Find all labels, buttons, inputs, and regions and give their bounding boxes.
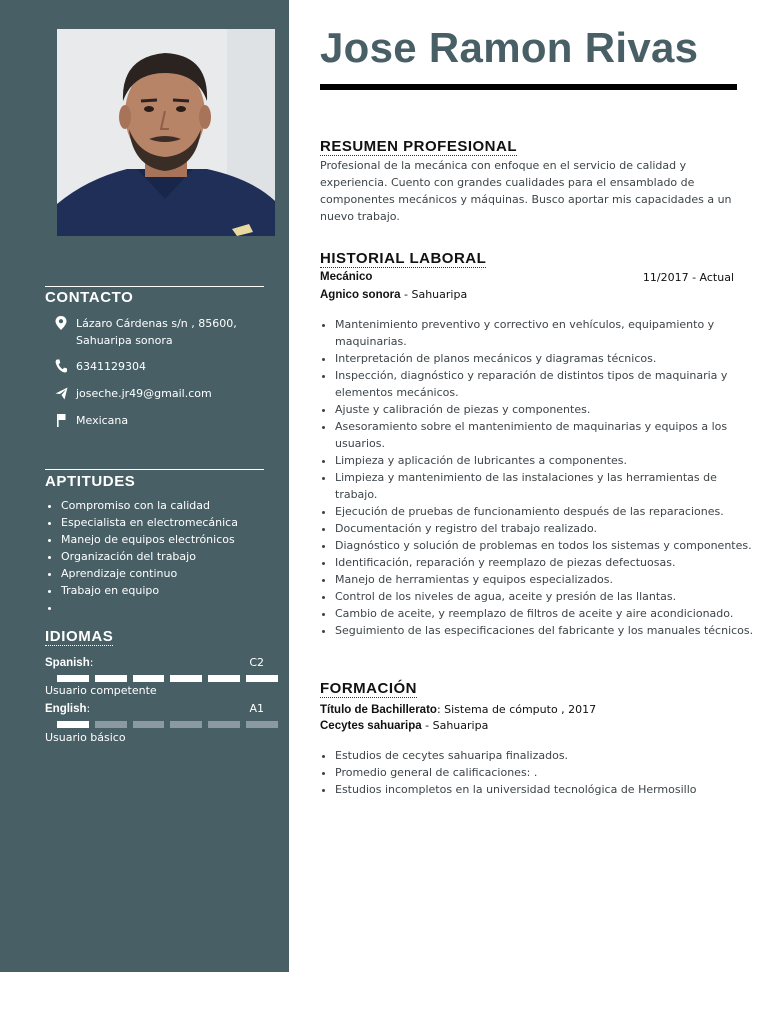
job-dates: 11/2017 - Actual [642, 271, 734, 284]
list-item: • Mantenimiento preventivo y correctivo en vehículos, equipamiento y maquinarias. [335, 316, 755, 350]
list-item: • Estudios de cecytes sahuaripa finalizados. [335, 747, 755, 764]
list-item: • Cambio de aceite, y reemplazo de filtros de aceite y aire acondicionado. [335, 605, 755, 622]
education-school: Cecytes sahuaripa [320, 720, 422, 732]
summary-title: RESUMEN PROFESIONAL [320, 138, 518, 155]
summary-text: Profesional de la mecánica con enfoque en el servicio de calidad y experiencia. Cuento con grandes cualidades para el ensamblado de componentes mecánicos y máquinas. Busco aportar mis capacidades a un nuevo trabajo. [320, 159, 732, 223]
level-segment [208, 675, 240, 682]
language-english-bar [57, 721, 278, 728]
list-item: • Organización del trabajo [61, 548, 296, 565]
level-segment [170, 675, 202, 682]
list-item: • Promedio general de calificaciones: . [335, 764, 755, 781]
education-title: FORMACIÓN [320, 680, 417, 697]
contact-address [54, 315, 286, 349]
education-list [320, 747, 755, 798]
list-item: • Identificación, reparación y reemplazo de piezas defectuosas. [335, 554, 755, 571]
language-english-level: A1 [249, 702, 264, 715]
language-spanish-description: Usuario competente [45, 684, 157, 697]
candidate-name: Jose Ramon Rivas [320, 24, 699, 71]
phone-icon [54, 359, 68, 373]
send-icon [54, 386, 68, 400]
contact-title: CONTACTO [45, 289, 134, 306]
list-item: • Estudios incompletos en la universidad tecnológica de Hermosillo [335, 781, 755, 798]
job-title: Mecánico [320, 271, 373, 283]
contact-phone-text: 6341129304 [76, 360, 146, 373]
list-item: • Diagnóstico y solución de problemas en todos los sistemas y componentes. [335, 537, 755, 554]
level-segment [57, 721, 89, 728]
job-company: Agnico sonora [320, 289, 401, 301]
language-name: Spanish [45, 657, 90, 669]
list-item: • Ajuste y calibración de piezas y componentes. [335, 401, 755, 418]
name-rule [320, 84, 737, 90]
list-item: • Limpieza y aplicación de lubricantes a componentes. [335, 452, 755, 469]
education-school-line: Cecytes sahuaripa - Sahuaripa [320, 719, 489, 732]
level-segment [170, 721, 202, 728]
sidebar [0, 0, 289, 972]
skills-rule [45, 469, 264, 470]
list-item: • Manejo de equipos electrónicos [61, 531, 296, 548]
language-spanish-name: Spanish: [45, 656, 94, 669]
level-segment [95, 721, 127, 728]
list-item: • Asesoramiento sobre el mantenimiento de maquinarias y equipos a los usuarios. [335, 418, 755, 452]
profile-photo [57, 29, 275, 236]
work-title: HISTORIAL LABORAL [320, 250, 487, 267]
languages-title: IDIOMAS [45, 628, 114, 645]
flag-icon [54, 413, 68, 427]
list-item: • Compromiso con la calidad [61, 497, 296, 514]
location-pin-icon [54, 316, 68, 330]
list-item [61, 599, 296, 616]
list-item: • Seguimiento de las especificaciones del fabricante y los manuales técnicos. [335, 622, 755, 639]
level-segment [246, 675, 278, 682]
language-spanish-level: C2 [249, 656, 264, 669]
education-degree-detail: : Sistema de cómputo , 2017 [436, 703, 597, 716]
contact-nationality-text: Mexicana [76, 414, 129, 427]
contact-email-text[interactable]: joseche.jr49@gmail.com [76, 387, 212, 400]
education-degree: Título de Bachillerato [320, 704, 437, 716]
list-item: • Control de los niveles de agua, aceite y presión de las llantas. [335, 588, 755, 605]
contact-nationality [54, 412, 286, 429]
list-item: • Documentación y registro del trabajo realizado. [335, 520, 755, 537]
job-location: Sahuaripa [411, 288, 468, 301]
level-segment [57, 675, 89, 682]
language-english-description: Usuario básico [45, 731, 126, 744]
level-segment [133, 721, 165, 728]
level-segment [95, 675, 127, 682]
level-segment [133, 675, 165, 682]
list-item: • Ejecución de pruebas de funcionamiento después de las reparaciones. [335, 503, 755, 520]
list-item: • Inspección, diagnóstico y reparación de distintos tipos de maquinaria y elementos mecánicos. [335, 367, 755, 401]
list-item: • Limpieza y mantenimiento de las instalaciones y las herramientas de trabajo. [335, 469, 755, 503]
language-english-name: English: [45, 702, 91, 715]
list-item: • Trabajo en equipo [61, 582, 296, 599]
education-degree-line [320, 703, 596, 716]
job-duties-list [320, 316, 755, 639]
job-company-line: Agnico sonora - Sahuaripa [320, 288, 468, 301]
education-location: Sahuaripa [432, 719, 489, 732]
list-item: • Manejo de herramientas y equipos especializados. [335, 571, 755, 588]
level-segment [208, 721, 240, 728]
skills-list [45, 497, 296, 616]
contact-rule [45, 286, 264, 287]
list-item: • Aprendizaje continuo [61, 565, 296, 582]
level-segment [246, 721, 278, 728]
list-item: • Especialista en electromecánica [61, 514, 296, 531]
contact-phone [54, 358, 286, 375]
skills-title: APTITUDES [45, 473, 136, 490]
language-name: English [45, 703, 87, 715]
contact-email [54, 385, 286, 402]
contact-address-text: Lázaro Cárdenas s/n , 85600, Sahuaripa sonora [76, 317, 237, 347]
language-spanish-bar [57, 675, 278, 682]
list-item: • Interpretación de planos mecánicos y diagramas técnicos. [335, 350, 755, 367]
